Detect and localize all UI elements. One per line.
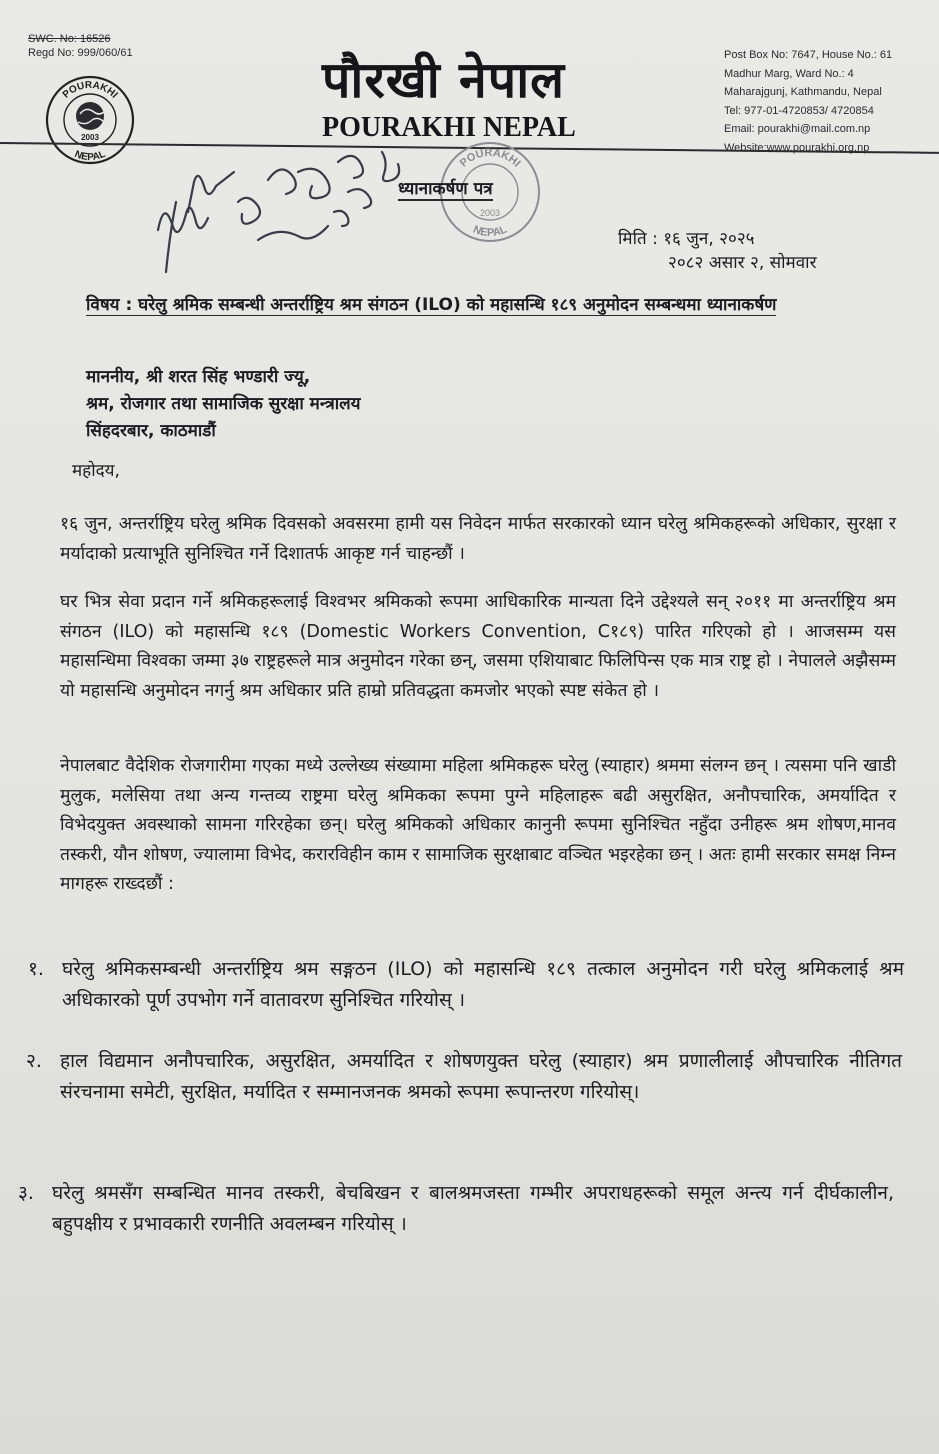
organization-logo <box>44 74 136 166</box>
contact-street: Madhur Marg, Ward No.: 4 <box>724 67 854 80</box>
salutation: महोदय, <box>72 461 120 481</box>
subject-text: विषय : घरेलु श्रमिक सम्बन्धी अन्तर्राष्ट्रिय श्रम संगठन (ILO) को महासन्धि १८९ अनुमोदन सम्बन्धमा ध्यानाकर्षण <box>86 295 777 315</box>
stamp-top-text: POURAKHI <box>457 146 523 170</box>
svg-text:NEPAL <box>73 149 107 163</box>
logo-bottom-text: NEPAL <box>72 148 108 164</box>
recipient-address <box>86 364 361 445</box>
contact-po-box: Post Box No: 7647, House No.: 61 <box>724 49 893 61</box>
contact-block <box>724 46 892 157</box>
logo-year: 2003 <box>81 133 99 142</box>
stamp-year: 2003 <box>479 208 501 218</box>
demand-item <box>28 954 908 1024</box>
contact-city: Maharajgunj, Kathmandu, Nepal <box>724 86 882 98</box>
recipient-ministry: श्रम, रोजगार तथा सामाजिक सुरक्षा मन्त्रालय <box>86 394 361 414</box>
date-nepali: २०८२ असार २, सोमवार <box>668 253 817 273</box>
demand-number: १. <box>28 958 44 980</box>
contact-website: Website:www.pourakhi.org.np <box>724 141 870 154</box>
document-type-title: ध्यानाकर्षण पत्र <box>398 176 493 201</box>
contact-email: Email: pourakhi@mail.com.np <box>724 123 871 135</box>
demand-item <box>18 1178 898 1248</box>
demand-item <box>26 1046 906 1156</box>
demand-text: घरेलु श्रमिकसम्बन्धी अन्तर्राष्ट्रिय श्रम सङ्गठन (ILO) को महासन्धि १८९ तत्काल अनुमोदन गरी घरेलु श्रमिकलाई श्रम अधिकारको पूर्ण उपभोग गर्ने वातावरण सुनिश्चित गरियोस् । <box>62 958 904 1011</box>
demand-text: हाल विद्यमान अनौपचारिक, असुरक्षित, अमर्यादित र शोषणयुक्त घरेलु (स्याहार) श्रम प्रणालीलाई औपचारिक नीतिगत संरचनामा समेटी, सुरक्षित, मर्यादित र सम्मानजनक श्रमको रूपमा रूपान्तरण गरियोस्। <box>60 1050 902 1103</box>
demand-text: घरेलु श्रमसँग सम्बन्धित मानव तस्करी, बेचबिखन र बालश्रमजस्ता गम्भीर अपराधहरूको समूल अन्त्य गर्न दीर्घकालीन, बहुपक्षीय र प्रभावकारी रणनीति अवलम्बन गरियोस् । <box>52 1182 894 1235</box>
contact-phone: Tel: 977-01-4720853/ 4720854 <box>724 104 874 117</box>
date-gregorian: मिति : १६ जुन, २०२५ <box>618 229 755 249</box>
svg-text:NEPAL <box>471 223 509 239</box>
recipient-location: सिंहदरबार, काठमाडौं <box>86 421 216 441</box>
swc-number: SWC. No: 16526 <box>28 33 111 45</box>
logo-top-text: POURAKHI <box>60 79 120 101</box>
registration-number: Regd No: 999/060/61 <box>28 47 133 59</box>
stamp-bottom-text: NEPAL <box>471 223 509 240</box>
svg-text:POURAKHI <box>458 147 523 170</box>
registration-block <box>28 32 133 60</box>
demand-number: ३. <box>18 1182 34 1204</box>
recipient-name: माननीय, श्री शरत सिंह भण्डारी ज्यू, <box>86 367 311 387</box>
demand-number: २. <box>26 1050 42 1072</box>
organization-name-english: POURAKHI NEPAL <box>322 112 576 143</box>
paragraph-situation: नेपालबाट वैदेशिक रोजगारीमा गएका मध्ये उल्लेख्य संख्यामा महिला श्रमिकहरू घरेलु (स्याहार) श्रममा संलग्न छन् । त्यसमा पनि खाडी मुलुक, मलेसिया तथा अन्य गन्तव्य राष्ट्रमा घरेलु श्रमिकका रूपमा पुग्ने महिलाहरू बढी असुरक्षित, अनौपचारिक, अमर्यादित र विभेदयुक्त अवस्थाको सामना गरिरहेका छन्। घरेलु श्रमिकको अधिकार कानुनी रूपमा सुनिश्चित नहुँदा उनीहरू श्रम शोषण,मानव तस्करी, यौन शोषण, ज्यालामा विभेद, करारविहीन काम र सामाजिक सुरक्षाबाट वञ्चित भइरहेका छन् । अतः हामी सरकार समक्ष निम्न मागहरू राख्दछौं : <box>60 756 896 894</box>
organization-name-nepali: पौरखी नेपाल <box>322 51 566 109</box>
paragraph-intro: १६ जुन, अन्तर्राष्ट्रिय घरेलु श्रमिक दिवसको अवसरमा हामी यस निवेदन मार्फत सरकारको ध्यान घरेलु श्रमिकहरूको अधिकार, सुरक्षा र मर्यादाको प्रत्याभूति सुनिश्चित गर्ने दिशातर्फ आकृष्ट गर्न चाहन्छौं । <box>60 514 896 564</box>
subject-line <box>86 292 806 318</box>
paragraph-convention: घर भित्र सेवा प्रदान गर्ने श्रमिकहरूलाई विश्वभर श्रमिकको रूपमा आधिकारिक मान्यता दिने उद्देश्यले सन् २०११ मा अन्तर्राष्ट्रिय श्रम संगठन (ILO) को महासन्धि १८९ (Domestic Workers Convention, C१८९) पारित गरिएको हो । आजसम्म यस महासन्धिमा विश्वका जम्मा ३७ राष्ट्रहरूले मात्र अनुमोदन गरेका छन्, जसमा एशियाबाट फिलिपिन्स एक मात्र राष्ट्र हो । नेपालले अझैसम्म यो महासन्धि अनुमोदन नगर्नु श्रम अधिकार प्रति हाम्रो प्रतिवद्धता कमजोर भएको स्पष्ट संकेत हो । <box>60 592 896 701</box>
handwritten-signature <box>148 132 440 282</box>
